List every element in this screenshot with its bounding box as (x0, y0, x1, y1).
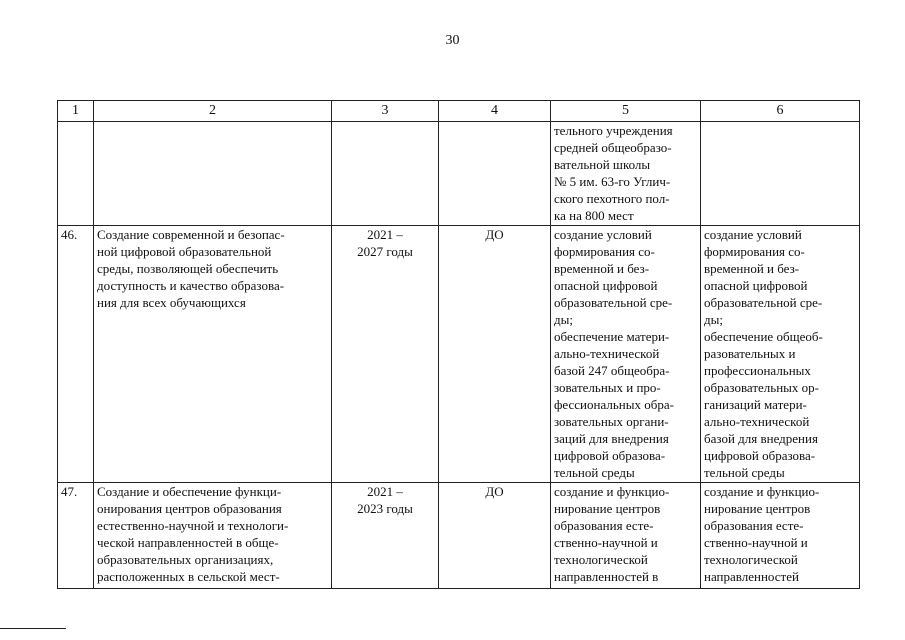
measure-title (94, 122, 332, 226)
measures-table (57, 100, 860, 589)
executor-cell: ДО (439, 226, 551, 483)
result-cell: тельного учреждения средней общеобразо- вательной школы № 5 им. 63-го Углич- ского пехотного пол- ка на 800 мест (551, 122, 701, 226)
indicator-cell: создание и функцио- нирование центров образования есте- ственно-научной и технологической направленностей (701, 483, 860, 589)
header-cell: 1 (58, 101, 94, 122)
result-cell: создание условий формирования со- временной и без- опасной цифровой образовательной сре- ды; обеспечение матери- ально-технической базой 247 общеобра- зовательных и про- фессиональных обра- зовательных органи- заций для внедрения цифровой образова- тельной среды (551, 226, 701, 483)
table-row (58, 226, 860, 483)
indicator-cell: создание условий формирования со- временной и без- опасной цифровой образовательной сре- ды; обеспечение общеоб- разовательных и профессиональных образовательных ор- ганизаций матери- ально-технической базой для внедрения цифровой образова- тельной среды (701, 226, 860, 483)
result-cell: создание и функцио- нирование центров образования есте- ственно-научной и технологической направленностей в (551, 483, 701, 589)
table-row (58, 122, 860, 226)
period-cell: 2021 – 2023 годы (332, 483, 439, 589)
row-number: 46. (58, 226, 94, 483)
header-cell: 4 (439, 101, 551, 122)
header-cell: 6 (701, 101, 860, 122)
row-number (58, 122, 94, 226)
period-cell (332, 122, 439, 226)
measure-title: Создание современной и безопас- ной цифровой образовательной среды, позволяющей обеспечить доступность и качество образова- ния для всех обучающихся (94, 226, 332, 483)
indicator-cell (701, 122, 860, 226)
header-row (58, 101, 860, 122)
executor-cell: ДО (439, 483, 551, 589)
header-cell: 3 (332, 101, 439, 122)
period-cell: 2021 – 2027 годы (332, 226, 439, 483)
executor-cell (439, 122, 551, 226)
measure-title: Создание и обеспечение функци- онирования центров образования естественно-научной и технологи- ческой направленностей в обще- образовательных организациях, расположенных в сельской мест- (94, 483, 332, 589)
page-number: 30 (445, 33, 460, 48)
header-cell: 2 (94, 101, 332, 122)
row-number: 47. (58, 483, 94, 589)
footnote-divider (0, 628, 66, 629)
header-cell: 5 (551, 101, 701, 122)
table-row (58, 483, 860, 589)
